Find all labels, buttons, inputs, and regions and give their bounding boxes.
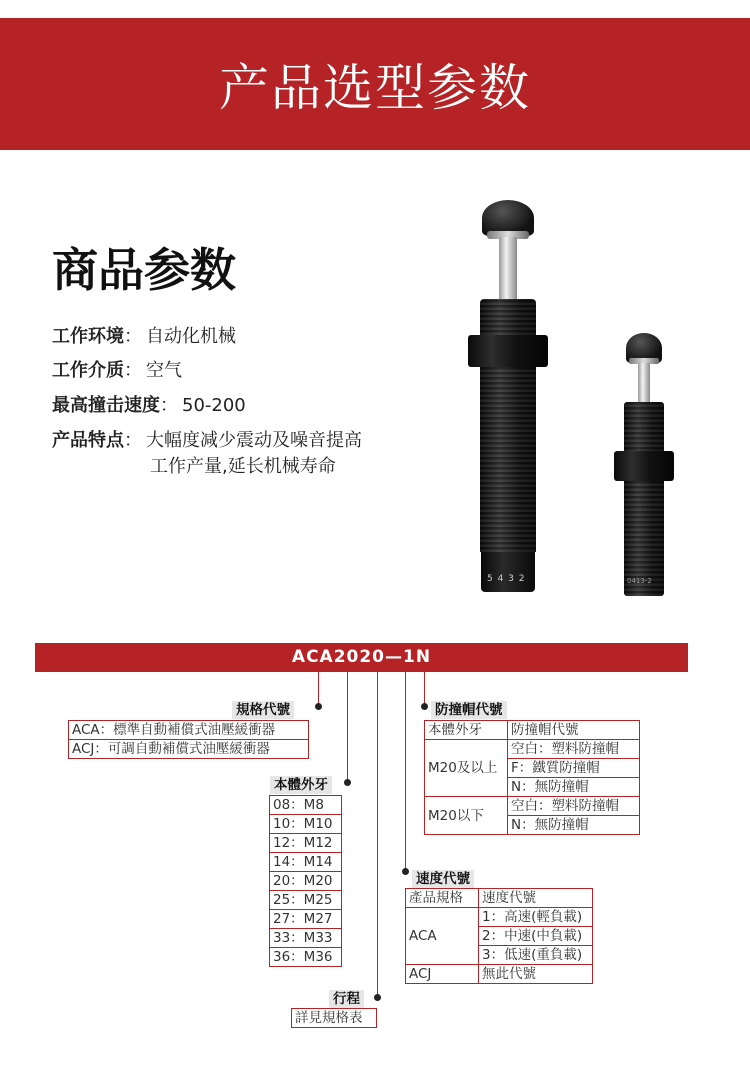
table-header: 產品規格 速度代號: [406, 889, 593, 908]
spec-code-label: 規格代號: [232, 701, 294, 719]
table-row: N：無防撞帽: [425, 778, 640, 797]
spec-max-speed: 最高撞击速度： 50-200: [52, 395, 246, 416]
connector-stroke: [377, 672, 378, 996]
spec-code-table: [68, 720, 309, 759]
spec-value: 50-200: [182, 395, 246, 416]
threaded-body: [624, 481, 664, 596]
connector-speed-code: [405, 672, 406, 872]
product-image-small: [610, 330, 680, 600]
spec-label: 工作环境: [52, 326, 124, 347]
table-header: 本體外牙 防撞帽代號: [425, 721, 640, 740]
table-row: 10：M10: [270, 815, 342, 834]
table-row: ACA 1：高速(輕負載): [406, 908, 593, 927]
table-row: 20：M20: [270, 872, 342, 891]
table-row: 33：M33: [270, 929, 342, 948]
table-row: 36：M36: [270, 948, 342, 967]
table-row: 12：M12: [270, 834, 342, 853]
body-marking: 0413-2: [627, 577, 652, 585]
spec-label: 最高撞击速度: [52, 395, 160, 416]
body-thread-table: [269, 795, 342, 967]
table-row: 27：M27: [270, 910, 342, 929]
table-row: ACJ：可調自動補償式油壓緩衝器: [69, 740, 309, 759]
lock-nut: [468, 335, 548, 367]
table-row: 08：M8: [270, 796, 342, 815]
piston-rod: [638, 363, 650, 403]
table-row: M20及以上 空白：塑料防撞帽: [425, 740, 640, 759]
product-image-large: [460, 195, 560, 595]
speed-code-table: [405, 888, 593, 984]
table-row: 14：M14: [270, 853, 342, 872]
table-row: ACA：標準自動補償式油壓緩衝器: [69, 721, 309, 740]
spec-work-environment: 工作环境： 自动化机械: [52, 326, 236, 347]
stroke-label: 行程: [329, 990, 364, 1008]
connector-body-thread: [347, 672, 348, 784]
table-row: M20以下 空白：塑料防撞帽: [425, 797, 640, 816]
lock-nut: [614, 451, 674, 481]
model-code-bar: [35, 643, 688, 672]
spec-value: 空气: [146, 360, 182, 381]
table-row: 詳見規格表: [292, 1009, 377, 1028]
table-row: ACJ 無此代號: [406, 965, 593, 984]
product-title: 商品参数: [52, 243, 236, 297]
speed-code-label: 速度代號: [412, 870, 474, 888]
table-row: F：鐵質防撞帽: [425, 759, 640, 778]
piston-rod: [499, 237, 517, 299]
body-thread-label: 本體外牙: [270, 776, 332, 794]
model-code: ACA2020—1N: [291, 647, 432, 667]
spec-work-medium: 工作介质： 空气: [52, 360, 182, 381]
threaded-body: [480, 367, 536, 552]
spec-value: 大幅度减少震动及噪音提高: [146, 430, 362, 451]
cap-code-table: [424, 720, 640, 835]
top-banner: [0, 18, 750, 150]
spec-value: 自动化机械: [146, 326, 236, 347]
spec-features: 产品特点： 大幅度减少震动及噪音提高: [52, 430, 362, 451]
spec-features-line2: 工作产量,延长机械寿命: [150, 456, 336, 477]
table-row: N：無防撞帽: [425, 816, 640, 835]
stroke-table: [291, 1008, 377, 1028]
table-row: 2：中速(中負載): [406, 927, 593, 946]
spec-label: 产品特点: [52, 430, 124, 451]
banner-title: 产品选型参数: [219, 59, 531, 117]
table-row: 3：低速(重負載): [406, 946, 593, 965]
spec-label: 工作介质: [52, 360, 124, 381]
table-row: 25：M25: [270, 891, 342, 910]
adjust-dial-marking: 5 4 3 2: [487, 574, 526, 584]
cap-code-label: 防撞帽代號: [431, 701, 507, 719]
